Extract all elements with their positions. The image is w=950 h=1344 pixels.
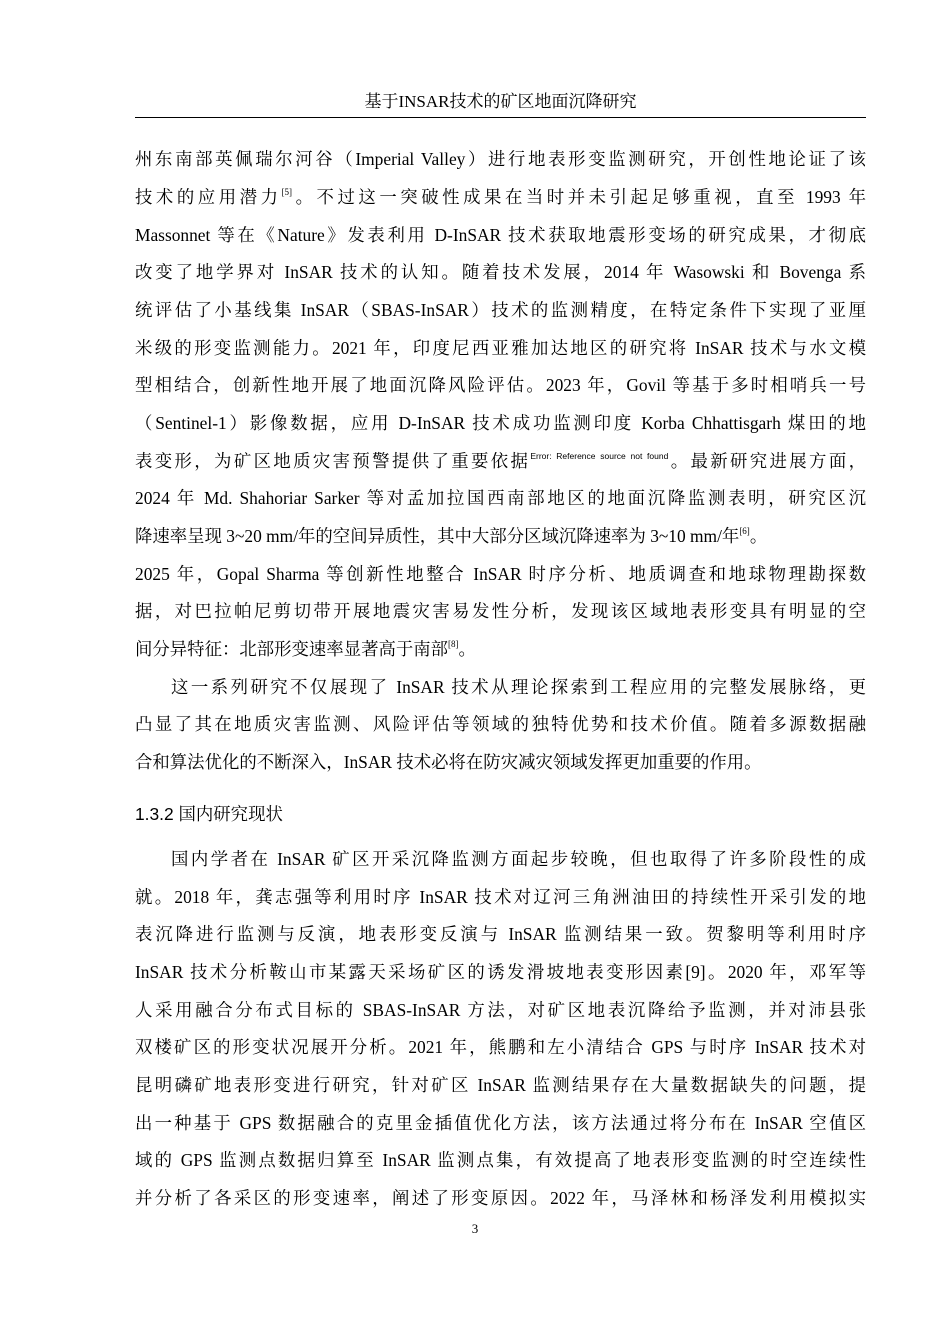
reference-error: Error: Reference source not found xyxy=(530,451,669,461)
body-line: 型相结合，创新性地开展了地面沉降风险评估。2023 年，Govil 等基于多时相哨兵一号 xyxy=(135,375,866,395)
body-line: 合和算法优化的不断深入，InSAR 技术必将在防灾减灾领域发挥更加重要的作用。 xyxy=(135,752,762,772)
body-line: 人采用融合分布式目标的 SBAS-InSAR 方法，对矿区地表沉降给予监测，并对沛县张 xyxy=(135,1000,866,1020)
body-line: 技术的应用潜力[5]。不过这一突破性成果在当时并未引起足够重视，直至 1993 年 xyxy=(135,187,866,207)
body-line: 就。2018 年，龚志强等利用时序 InSAR 技术对辽河三角洲油田的持续性开采引发的地 xyxy=(135,887,866,907)
body-line: 统评估了小基线集 InSAR（SBAS-InSAR）技术的监测精度，在特定条件下实现了亚厘 xyxy=(135,300,866,320)
body-line: 2025 年，Gopal Sharma 等创新性地整合 InSAR 时序分析、地质调查和地球物理勘探数 xyxy=(135,564,866,584)
body-line: 降速率呈现 3~20 mm/年的空间异质性，其中大部分区域沉降速率为 3~10 mm/年[6]。 xyxy=(135,526,768,546)
body-line: （Sentinel-1）影像数据，应用 D-InSAR 技术成功监测印度 Korba Chhattisgarh 煤田的地 xyxy=(135,413,866,433)
citation-ref: [8] xyxy=(448,639,459,649)
body-line: 改变了地学界对 InSAR 技术的认知。随着技术发展，2014 年 Wasowski 和 Bovenga 系 xyxy=(135,262,866,282)
running-header: 基于INSAR技术的矿区地面沉降研究 xyxy=(364,92,637,111)
body-line: Massonnet 等在《Nature》发表利用 D-InSAR 技术获取地震形变场的研究成果，才彻底 xyxy=(135,225,866,245)
body-line: 出一种基于 GPS 数据融合的克里金插值优化方法，该方法通过将分布在 InSAR 空值区 xyxy=(135,1113,866,1133)
page-number: 3 xyxy=(471,1221,479,1236)
body-line: 凸显了其在地质灾害监测、风险评估等领域的独特优势和技术价值。随着多源数据融 xyxy=(135,714,866,734)
body-line: 域的 GPS 监测点数据归算至 InSAR 监测点集，有效提高了地表形变监测的时空连续性 xyxy=(135,1150,866,1170)
body-line: 2024 年 Md. Shahoriar Sarker 等对孟加拉国西南部地区的地面沉降监测表明，研究区沉 xyxy=(135,488,866,508)
citation-ref: [6] xyxy=(739,526,750,536)
body-line: 间分异特征：北部形变速率显著高于南部[8]。 xyxy=(135,639,476,659)
body-line: 国内学者在 InSAR 矿区开采沉降监测方面起步较晚，但也取得了许多阶段性的成 xyxy=(171,849,866,869)
body-line: 昆明磷矿地表形变进行研究，针对矿区 InSAR 监测结果存在大量数据缺失的问题，提 xyxy=(135,1075,866,1095)
body-line: 这一系列研究不仅展现了 InSAR 技术从理论探索到工程应用的完整发展脉络，更 xyxy=(171,677,866,697)
body-line: 并分析了各采区的形变速率，阐述了形变原因。2022 年，马泽林和杨泽发利用模拟实 xyxy=(135,1188,866,1208)
section-heading: 1.3.2 国内研究现状 xyxy=(135,804,283,824)
body-line: 表沉降进行监测与反演，地表形变反演与 InSAR 监测结果一致。贺黎明等利用时序 xyxy=(135,924,866,944)
body-line: 表变形，为矿区地质灾害预警提供了重要依据$^{Error: Reference source not found}$。最新研究进展方面， xyxy=(135,451,866,471)
body-line: InSAR 技术分析鞍山市某露天采场矿区的诱发滑坡地表变形因素[9]。2020 年，邓军等 xyxy=(135,962,866,982)
body-line: 州东南部英佩瑞尔河谷（Imperial Valley）进行地表形变监测研究，开创性地论证了该 xyxy=(135,149,866,169)
body-line: 双楼矿区的形变状况展开分析。2021 年，熊鹏和左小清结合 GPS 与时序 InSAR 技术对 xyxy=(135,1037,866,1057)
body-line: 据，对巴拉帕尼剪切带开展地震灾害易发性分析，发现该区域地表形变具有明显的空 xyxy=(135,601,866,621)
citation-ref: [5] xyxy=(281,187,293,197)
header-rule xyxy=(135,117,866,118)
body-line: 米级的形变监测能力。2021 年，印度尼西亚雅加达地区的研究将 InSAR 技术与水文模 xyxy=(135,338,866,358)
